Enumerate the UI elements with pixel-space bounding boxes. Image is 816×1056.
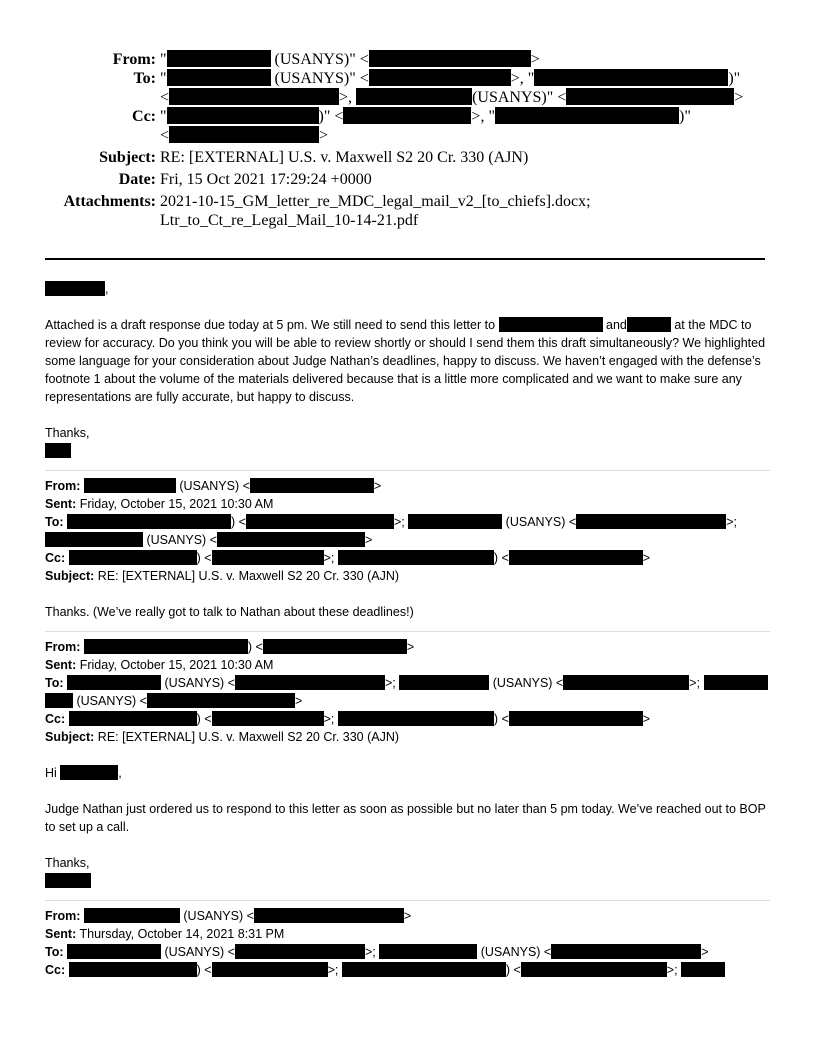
redaction <box>167 50 271 67</box>
redaction <box>45 443 71 458</box>
redaction <box>169 88 339 105</box>
redaction <box>704 675 768 690</box>
message2-cc: Cc: ) < >; ) < > <box>45 551 651 565</box>
redaction <box>379 944 477 959</box>
redaction <box>69 711 197 726</box>
header-date-row <box>0 170 816 189</box>
subject-label: Subject: <box>99 149 156 166</box>
redaction <box>338 550 494 565</box>
message1-paragraph: Attached is a draft response due today at 5 pm. We still need to send this letter to and at the MDC to review for accuracy. Do you think you will be able to review shortly or should I send them this draft simultaneously? We highlighted some language for your consideration about Judge Nathan’s deadlines, happy to discuss. We haven’t engaged with the defense’s footnote 1 about the volume of the materials delivered because that is a little more complicated and we want to make sure any representations are fully accurate, but happy to discuss. <box>45 318 766 404</box>
redaction <box>235 675 385 690</box>
redaction <box>69 550 197 565</box>
message-divider <box>45 900 770 901</box>
redaction <box>45 873 91 888</box>
redaction <box>246 514 394 529</box>
message2-body: Thanks. (We’ve really got to talk to Nathan about these deadlines!) <box>45 605 414 619</box>
header-attachments-row <box>0 192 816 230</box>
message3-cc: Cc: ) < >; ) < > <box>45 712 651 726</box>
signoff: Thanks, <box>45 856 90 870</box>
redaction <box>45 693 73 708</box>
email-header <box>0 50 816 230</box>
from-label: From: <box>112 51 156 68</box>
redaction <box>169 126 319 143</box>
redaction <box>217 532 365 547</box>
header-divider <box>45 258 765 260</box>
redaction <box>563 675 689 690</box>
redaction <box>369 69 511 86</box>
attachments-label: Attachments: <box>63 193 156 210</box>
redaction <box>408 514 502 529</box>
redaction <box>521 962 667 977</box>
cc-label: Cc: <box>132 108 156 125</box>
redaction <box>509 711 643 726</box>
message3-to: To: (USANYS) < >; (USANYS) < >; (USANYS) < > <box>45 674 770 710</box>
message4-to: To: (USANYS) < >; (USANYS) < > <box>45 945 709 959</box>
message4-from: From: (USANYS) < > <box>45 909 412 923</box>
redaction <box>681 962 725 977</box>
message3-from: From: ) < > <box>45 640 415 654</box>
redaction <box>495 107 679 124</box>
message4-cc: Cc: ) < >; ) < >; <box>45 961 770 979</box>
header-cc-row: Cc: " )" < >, " )" < > <box>0 107 816 145</box>
to-label: To: <box>133 70 156 87</box>
message2-subject: Subject: RE: [EXTERNAL] U.S. v. Maxwell S2 20 Cr. 330 (AJN) <box>45 569 400 583</box>
redaction <box>212 550 324 565</box>
redaction <box>147 693 295 708</box>
redaction <box>45 532 143 547</box>
subject: RE: [EXTERNAL] U.S. v. Maxwell S2 20 Cr. 330 (AJN) <box>160 149 529 166</box>
header-subject-row <box>0 148 816 167</box>
message2-sent: Sent: Friday, October 15, 2021 10:30 AM <box>45 497 274 511</box>
message3-body: Judge Nathan just ordered us to respond to this letter as soon as possible but no later than 5 pm today. We’ve reached out to BOP to set up a call. <box>45 802 766 834</box>
message3-sent: Sent: Friday, October 15, 2021 10:30 AM <box>45 658 274 672</box>
redaction <box>69 962 197 977</box>
header-to-row: To: " (USANYS)" < >, " )" < >, (USANYS)" < > <box>0 69 816 107</box>
message3-subject: Subject: RE: [EXTERNAL] U.S. v. Maxwell S2 20 Cr. 330 (AJN) <box>45 730 400 744</box>
message2-to: To: ) < >; (USANYS) < >; (USANYS) < > <box>45 515 737 547</box>
redaction <box>84 478 176 493</box>
redaction <box>84 639 248 654</box>
redaction <box>627 317 671 332</box>
redaction <box>212 711 324 726</box>
attachment-item[interactable]: 2021-10-15_GM_letter_re_MDC_legal_mail_v2_[to_chiefs].docx; <box>160 193 591 210</box>
redaction <box>45 281 105 296</box>
salutation: , <box>45 280 770 298</box>
redaction <box>67 675 161 690</box>
redaction <box>342 962 506 977</box>
date: Fri, 15 Oct 2021 17:29:24 +0000 <box>160 171 372 188</box>
redaction <box>235 944 365 959</box>
redaction <box>399 675 489 690</box>
attachment-item[interactable]: Ltr_to_Ct_re_Legal_Mail_10-14-21.pdf <box>160 212 419 229</box>
message-divider <box>45 470 770 471</box>
email-body <box>45 280 770 979</box>
redaction <box>369 50 531 67</box>
redaction <box>534 69 728 86</box>
redaction <box>254 908 404 923</box>
redaction <box>67 944 161 959</box>
message-divider <box>45 631 770 632</box>
header-from-row: From: " (USANYS)" < > <box>0 50 816 69</box>
redaction <box>212 962 328 977</box>
redaction <box>60 765 118 780</box>
redaction <box>338 711 494 726</box>
redaction <box>263 639 407 654</box>
redaction <box>551 944 701 959</box>
from-org: (USANYS)" < <box>274 51 369 68</box>
redaction <box>509 550 643 565</box>
redaction <box>499 317 603 332</box>
redaction <box>356 88 472 105</box>
date-label: Date: <box>118 171 156 188</box>
redaction <box>167 69 271 86</box>
redaction <box>343 107 471 124</box>
message3-greeting: Hi , <box>45 766 122 780</box>
redaction <box>566 88 734 105</box>
redaction <box>576 514 726 529</box>
message4-sent: Sent: Thursday, October 14, 2021 8:31 PM <box>45 927 285 941</box>
redaction <box>84 908 180 923</box>
redaction <box>167 107 319 124</box>
message2-from: From: (USANYS) < > <box>45 479 382 493</box>
signoff: Thanks, <box>45 426 90 440</box>
redaction <box>67 514 231 529</box>
redaction <box>250 478 374 493</box>
